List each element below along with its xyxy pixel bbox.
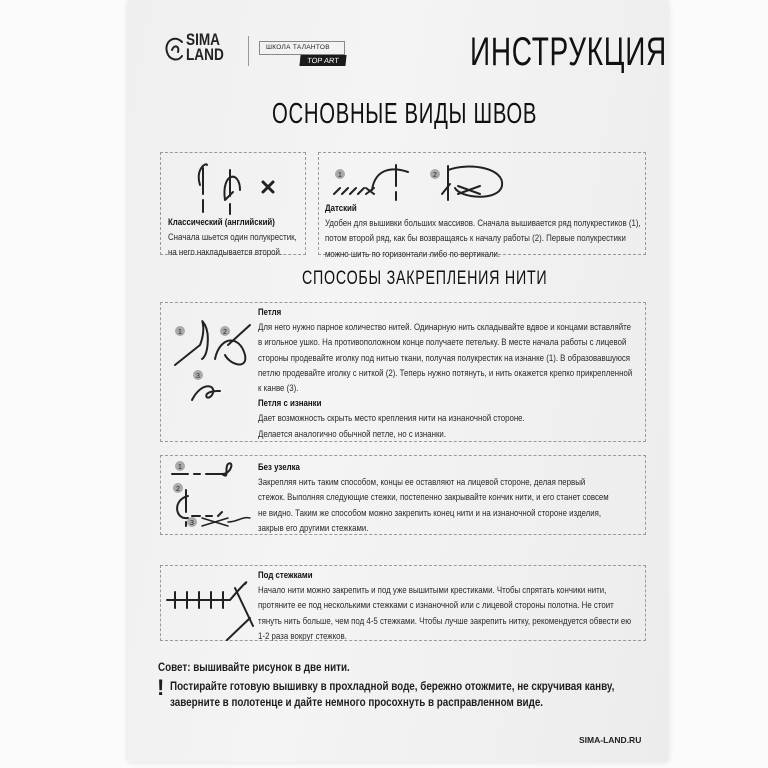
sima-land-logo-icon xyxy=(164,36,186,64)
tip-text: Совет: вышивайте рисунок в две нити. xyxy=(158,660,350,674)
text-line: стежок. Выполняя следующие стежки, постепенно закрывайте кончик нити, и его станет совсем xyxy=(258,492,609,504)
warning-icon: ! xyxy=(157,675,165,700)
text-line: тянуть нить больше, чем под 4-5 стежками. Чтобы лучше закрепить нитку, рекомендуется обвести ею xyxy=(258,615,632,627)
step-number: 1 xyxy=(338,172,342,179)
logo-text xyxy=(186,32,224,62)
step-number: 2 xyxy=(223,329,227,336)
danish-stitch-text xyxy=(325,201,641,262)
site-url: SIMA-LAND.RU xyxy=(579,735,642,745)
step-number: 2 xyxy=(433,172,437,179)
text-line: не видно. Таким же способом можно закрепить конец нити и на изнаночной стороне изделия, xyxy=(258,507,602,519)
step-number: 2 xyxy=(176,486,180,493)
under-stitches-title: Под стежками xyxy=(258,570,313,581)
danish-stitch-illustration-icon xyxy=(330,160,510,205)
warning-text xyxy=(170,678,614,710)
logo-bottom: LAND xyxy=(186,45,224,64)
text-line: потом второй ряд, как бы возвращаясь к началу работы (2). Первые полукрестики xyxy=(325,233,626,245)
loop-illustration-icon xyxy=(170,315,260,410)
text-line: Дает возможность скрыть место крепления нити на изнаночной стороне. xyxy=(258,413,525,425)
classic-stitch-illustration-icon xyxy=(185,160,285,215)
text-line: Сначала шьется один полукрестик, xyxy=(168,232,297,244)
text-line: Делается аналогично обычной петле, но с изнанки. xyxy=(258,428,447,440)
text-line: можно шить по горизонтали либо по вертикали. xyxy=(325,248,501,260)
text-line: протяните ее под несколькими стежками с изнаночной или с лицевой стороны полотна. Не стоит xyxy=(258,600,614,612)
classic-stitch-text xyxy=(168,215,297,261)
no-knot-illustration-icon xyxy=(170,460,260,528)
text-line: Начало нити можно закрепить и под уже вышитыми крестиками. Чтобы спрятать кончики нити, xyxy=(258,585,607,597)
step-number: 1 xyxy=(178,464,182,471)
no-knot-text xyxy=(258,460,609,536)
under-stitches-text xyxy=(258,568,631,644)
under-stitches-illustration-icon xyxy=(165,578,260,638)
step-number: 3 xyxy=(190,520,194,527)
step-number: 3 xyxy=(196,373,200,380)
top-art-badge: TOP ART xyxy=(299,55,346,66)
text-line: к канве (3). xyxy=(258,383,299,395)
text-line: заверните в полотенце и дайте немного просохнуть в расправленном виде. xyxy=(170,695,544,709)
text-line: Для него нужно парное количество нитей. Одинарную нить складывайте вдвое и концами вставляйте xyxy=(258,322,632,334)
loop-title: Петля xyxy=(258,307,282,318)
danish-stitch-title: Датский xyxy=(325,203,357,214)
page-title: ИНСТРУКЦИЯ xyxy=(470,30,667,74)
text-line: Удобен для вышивки больших массивов. Сначала вышивается ряд полукрестиков (1), xyxy=(325,218,641,230)
step-number: 1 xyxy=(178,329,182,336)
section-title-fastening: СПОСОБЫ ЗАКРЕПЛЕНИЯ НИТИ xyxy=(302,268,548,289)
divider xyxy=(248,36,249,66)
text-line: петлю продевайте иголку с ниткой (2). Теперь нужно потянуть, и нить окажется крепко прикрепленной xyxy=(258,367,633,379)
no-knot-title: Без узелка xyxy=(258,462,300,473)
classic-stitch-title: Классический (английский) xyxy=(168,217,275,228)
school-label: ШКОЛА ТАЛАНТОВ xyxy=(259,41,345,55)
logo-top: SIMA xyxy=(186,30,220,49)
text-line: стороны продевайте иголку под нитью ткани, получая полукрестик на изнанке (1). В образовавшуюся xyxy=(258,352,631,364)
text-line: на него накладывается второй. xyxy=(168,247,283,259)
text-line: Закрепляя нить таким способом, концы ее оставляют на лицевой стороне, делая первый xyxy=(258,477,586,489)
text-line: Постирайте готовую вышивку в прохладной воде, бережно отожмите, не скручивая канву, xyxy=(170,679,615,693)
text-line: 1-2 раза вокруг стежков. xyxy=(258,630,347,642)
loop-back-title: Петля с изнанки xyxy=(258,398,322,410)
text-line: в игольное ушко. На противоположном конце получаете петельку. В месте начала работы с лицевой xyxy=(258,337,627,349)
text-line: закрыв его другими стежками. xyxy=(258,522,369,534)
loop-text xyxy=(258,305,632,442)
section-title-stitches: ОСНОВНЫЕ ВИДЫ ШВОВ xyxy=(272,98,538,130)
